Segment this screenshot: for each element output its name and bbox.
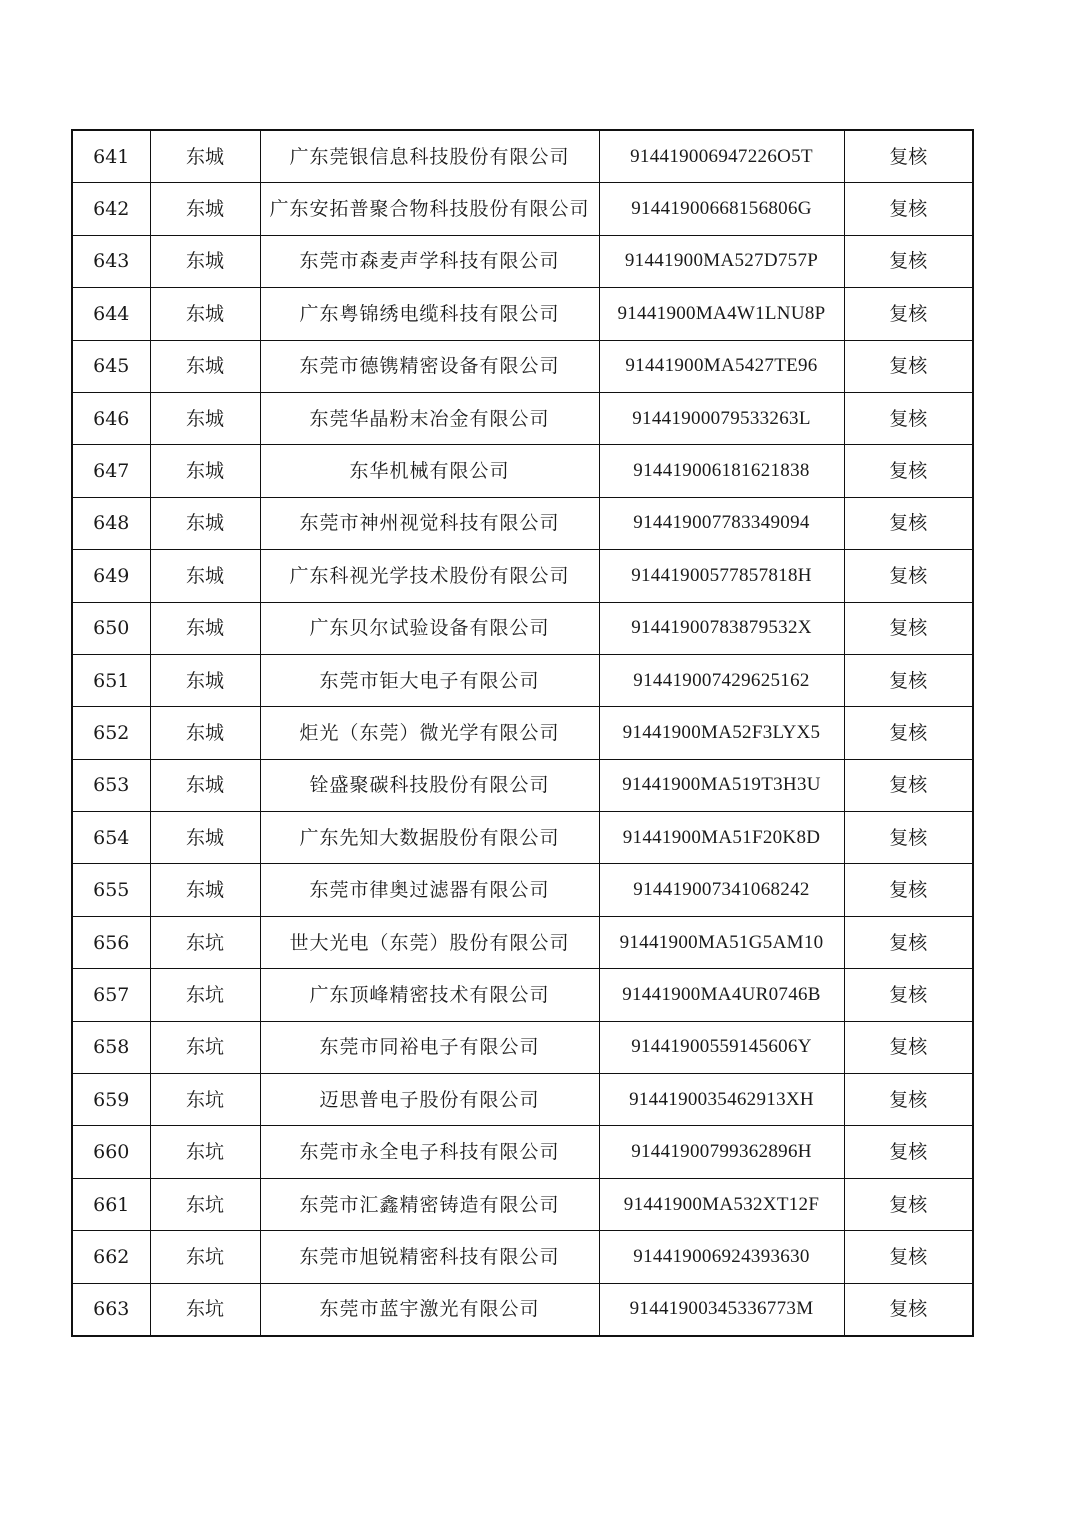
company-name-cell: 东莞市同裕电子有限公司	[260, 1021, 599, 1073]
table-row	[72, 1126, 973, 1178]
credit-code-cell: 91441900MA5427TE96	[599, 340, 844, 392]
row-number-cell: 655	[72, 864, 150, 916]
company-name-cell: 东莞市旭锐精密科技有限公司	[260, 1231, 599, 1283]
row-number-cell: 645	[72, 340, 150, 392]
row-number-cell: 650	[72, 602, 150, 654]
row-number-cell: 660	[72, 1126, 150, 1178]
review-type-cell: 复核	[844, 1178, 973, 1230]
row-number-cell: 659	[72, 1074, 150, 1126]
credit-code-cell: 91441900559145606Y	[599, 1021, 844, 1073]
credit-code-cell: 91441900MA4UR0746B	[599, 969, 844, 1021]
credit-code-cell: 91441900345336773M	[599, 1283, 844, 1336]
review-type-cell: 复核	[844, 1126, 973, 1178]
row-number-cell: 652	[72, 707, 150, 759]
table-row	[72, 654, 973, 706]
company-name-cell: 广东安拓普聚合物科技股份有限公司	[260, 183, 599, 235]
town-cell: 东城	[150, 864, 260, 916]
credit-code-cell: 914419007783349094	[599, 497, 844, 549]
company-name-cell: 东莞市德镌精密设备有限公司	[260, 340, 599, 392]
review-type-cell: 复核	[844, 1283, 973, 1336]
town-cell: 东城	[150, 759, 260, 811]
table-row	[72, 864, 973, 916]
row-number-cell: 661	[72, 1178, 150, 1230]
table-row	[72, 1231, 973, 1283]
credit-code-cell: 91441900577857818H	[599, 550, 844, 602]
company-name-cell: 东莞市蓝宇激光有限公司	[260, 1283, 599, 1336]
credit-code-cell: 914419007429625162	[599, 654, 844, 706]
table-body	[72, 130, 973, 1336]
table-row	[72, 812, 973, 864]
table-row	[72, 130, 973, 183]
company-name-cell: 东华机械有限公司	[260, 445, 599, 497]
company-name-cell: 东莞市汇鑫精密铸造有限公司	[260, 1178, 599, 1230]
review-type-cell: 复核	[844, 497, 973, 549]
credit-code-cell: 91441900783879532X	[599, 602, 844, 654]
company-name-cell: 东莞市钜大电子有限公司	[260, 654, 599, 706]
credit-code-cell: 914419006947226O5T	[599, 130, 844, 183]
credit-code-cell: 91441900799362896H	[599, 1126, 844, 1178]
credit-code-cell: 9144190035462913XH	[599, 1074, 844, 1126]
credit-code-cell: 91441900MA519T3H3U	[599, 759, 844, 811]
company-name-cell: 东莞市律奥过滤器有限公司	[260, 864, 599, 916]
company-name-cell: 广东莞银信息科技股份有限公司	[260, 130, 599, 183]
town-cell: 东城	[150, 812, 260, 864]
review-type-cell: 复核	[844, 1074, 973, 1126]
credit-code-cell: 91441900079533263L	[599, 392, 844, 444]
town-cell: 东城	[150, 392, 260, 444]
credit-code-cell: 91441900MA527D757P	[599, 235, 844, 287]
town-cell: 东城	[150, 130, 260, 183]
review-type-cell: 复核	[844, 235, 973, 287]
town-cell: 东坑	[150, 1178, 260, 1230]
review-type-cell: 复核	[844, 130, 973, 183]
row-number-cell: 644	[72, 288, 150, 340]
town-cell: 东城	[150, 288, 260, 340]
table-row	[72, 392, 973, 444]
table-row	[72, 445, 973, 497]
town-cell: 东坑	[150, 916, 260, 968]
credit-code-cell: 914419006181621838	[599, 445, 844, 497]
town-cell: 东城	[150, 602, 260, 654]
table-row	[72, 707, 973, 759]
row-number-cell: 651	[72, 654, 150, 706]
table-row	[72, 497, 973, 549]
town-cell: 东城	[150, 235, 260, 287]
company-name-cell: 炬光（东莞）微光学有限公司	[260, 707, 599, 759]
review-type-cell: 复核	[844, 183, 973, 235]
row-number-cell: 654	[72, 812, 150, 864]
company-name-cell: 广东粤锦绣电缆科技有限公司	[260, 288, 599, 340]
row-number-cell: 649	[72, 550, 150, 602]
table-row	[72, 340, 973, 392]
credit-code-cell: 91441900MA52F3LYX5	[599, 707, 844, 759]
company-name-cell: 广东顶峰精密技术有限公司	[260, 969, 599, 1021]
credit-code-cell: 91441900MA51G5AM10	[599, 916, 844, 968]
town-cell: 东坑	[150, 1021, 260, 1073]
town-cell: 东城	[150, 183, 260, 235]
table-row	[72, 1021, 973, 1073]
row-number-cell: 648	[72, 497, 150, 549]
company-name-cell: 迈思普电子股份有限公司	[260, 1074, 599, 1126]
row-number-cell: 663	[72, 1283, 150, 1336]
town-cell: 东坑	[150, 1231, 260, 1283]
table-row	[72, 235, 973, 287]
town-cell: 东城	[150, 445, 260, 497]
town-cell: 东城	[150, 707, 260, 759]
company-name-cell: 东莞市森麦声学科技有限公司	[260, 235, 599, 287]
review-type-cell: 复核	[844, 916, 973, 968]
town-cell: 东城	[150, 654, 260, 706]
review-type-cell: 复核	[844, 654, 973, 706]
credit-code-cell: 91441900MA4W1LNU8P	[599, 288, 844, 340]
review-type-cell: 复核	[844, 445, 973, 497]
table-row	[72, 288, 973, 340]
town-cell: 东坑	[150, 969, 260, 1021]
credit-code-cell: 914419007341068242	[599, 864, 844, 916]
table-row	[72, 183, 973, 235]
table-row	[72, 550, 973, 602]
row-number-cell: 641	[72, 130, 150, 183]
credit-code-cell: 91441900MA532XT12F	[599, 1178, 844, 1230]
company-name-cell: 东莞华晶粉末冶金有限公司	[260, 392, 599, 444]
row-number-cell: 643	[72, 235, 150, 287]
review-type-cell: 复核	[844, 707, 973, 759]
credit-code-cell: 91441900MA51F20K8D	[599, 812, 844, 864]
table-row	[72, 916, 973, 968]
review-type-cell: 复核	[844, 864, 973, 916]
company-name-cell: 广东科视光学技术股份有限公司	[260, 550, 599, 602]
review-type-cell: 复核	[844, 812, 973, 864]
table-row	[72, 1283, 973, 1336]
table-row	[72, 969, 973, 1021]
table-row	[72, 602, 973, 654]
company-name-cell: 铨盛聚碳科技股份有限公司	[260, 759, 599, 811]
review-type-cell: 复核	[844, 392, 973, 444]
row-number-cell: 657	[72, 969, 150, 1021]
row-number-cell: 656	[72, 916, 150, 968]
company-name-cell: 东莞市永全电子科技有限公司	[260, 1126, 599, 1178]
row-number-cell: 646	[72, 392, 150, 444]
company-name-cell: 广东先知大数据股份有限公司	[260, 812, 599, 864]
review-type-cell: 复核	[844, 1021, 973, 1073]
company-name-cell: 广东贝尔试验设备有限公司	[260, 602, 599, 654]
table-row	[72, 1074, 973, 1126]
town-cell: 东城	[150, 550, 260, 602]
company-name-cell: 东莞市神州视觉科技有限公司	[260, 497, 599, 549]
credit-code-cell: 914419006924393630	[599, 1231, 844, 1283]
town-cell: 东坑	[150, 1074, 260, 1126]
row-number-cell: 662	[72, 1231, 150, 1283]
enterprise-list-table	[71, 129, 974, 1337]
town-cell: 东坑	[150, 1126, 260, 1178]
review-type-cell: 复核	[844, 602, 973, 654]
town-cell: 东城	[150, 497, 260, 549]
review-type-cell: 复核	[844, 759, 973, 811]
review-type-cell: 复核	[844, 288, 973, 340]
review-type-cell: 复核	[844, 969, 973, 1021]
table-row	[72, 1178, 973, 1230]
town-cell: 东坑	[150, 1283, 260, 1336]
company-name-cell: 世大光电（东莞）股份有限公司	[260, 916, 599, 968]
row-number-cell: 653	[72, 759, 150, 811]
review-type-cell: 复核	[844, 550, 973, 602]
row-number-cell: 647	[72, 445, 150, 497]
table-row	[72, 759, 973, 811]
row-number-cell: 658	[72, 1021, 150, 1073]
review-type-cell: 复核	[844, 1231, 973, 1283]
review-type-cell: 复核	[844, 340, 973, 392]
credit-code-cell: 91441900668156806G	[599, 183, 844, 235]
row-number-cell: 642	[72, 183, 150, 235]
town-cell: 东城	[150, 340, 260, 392]
